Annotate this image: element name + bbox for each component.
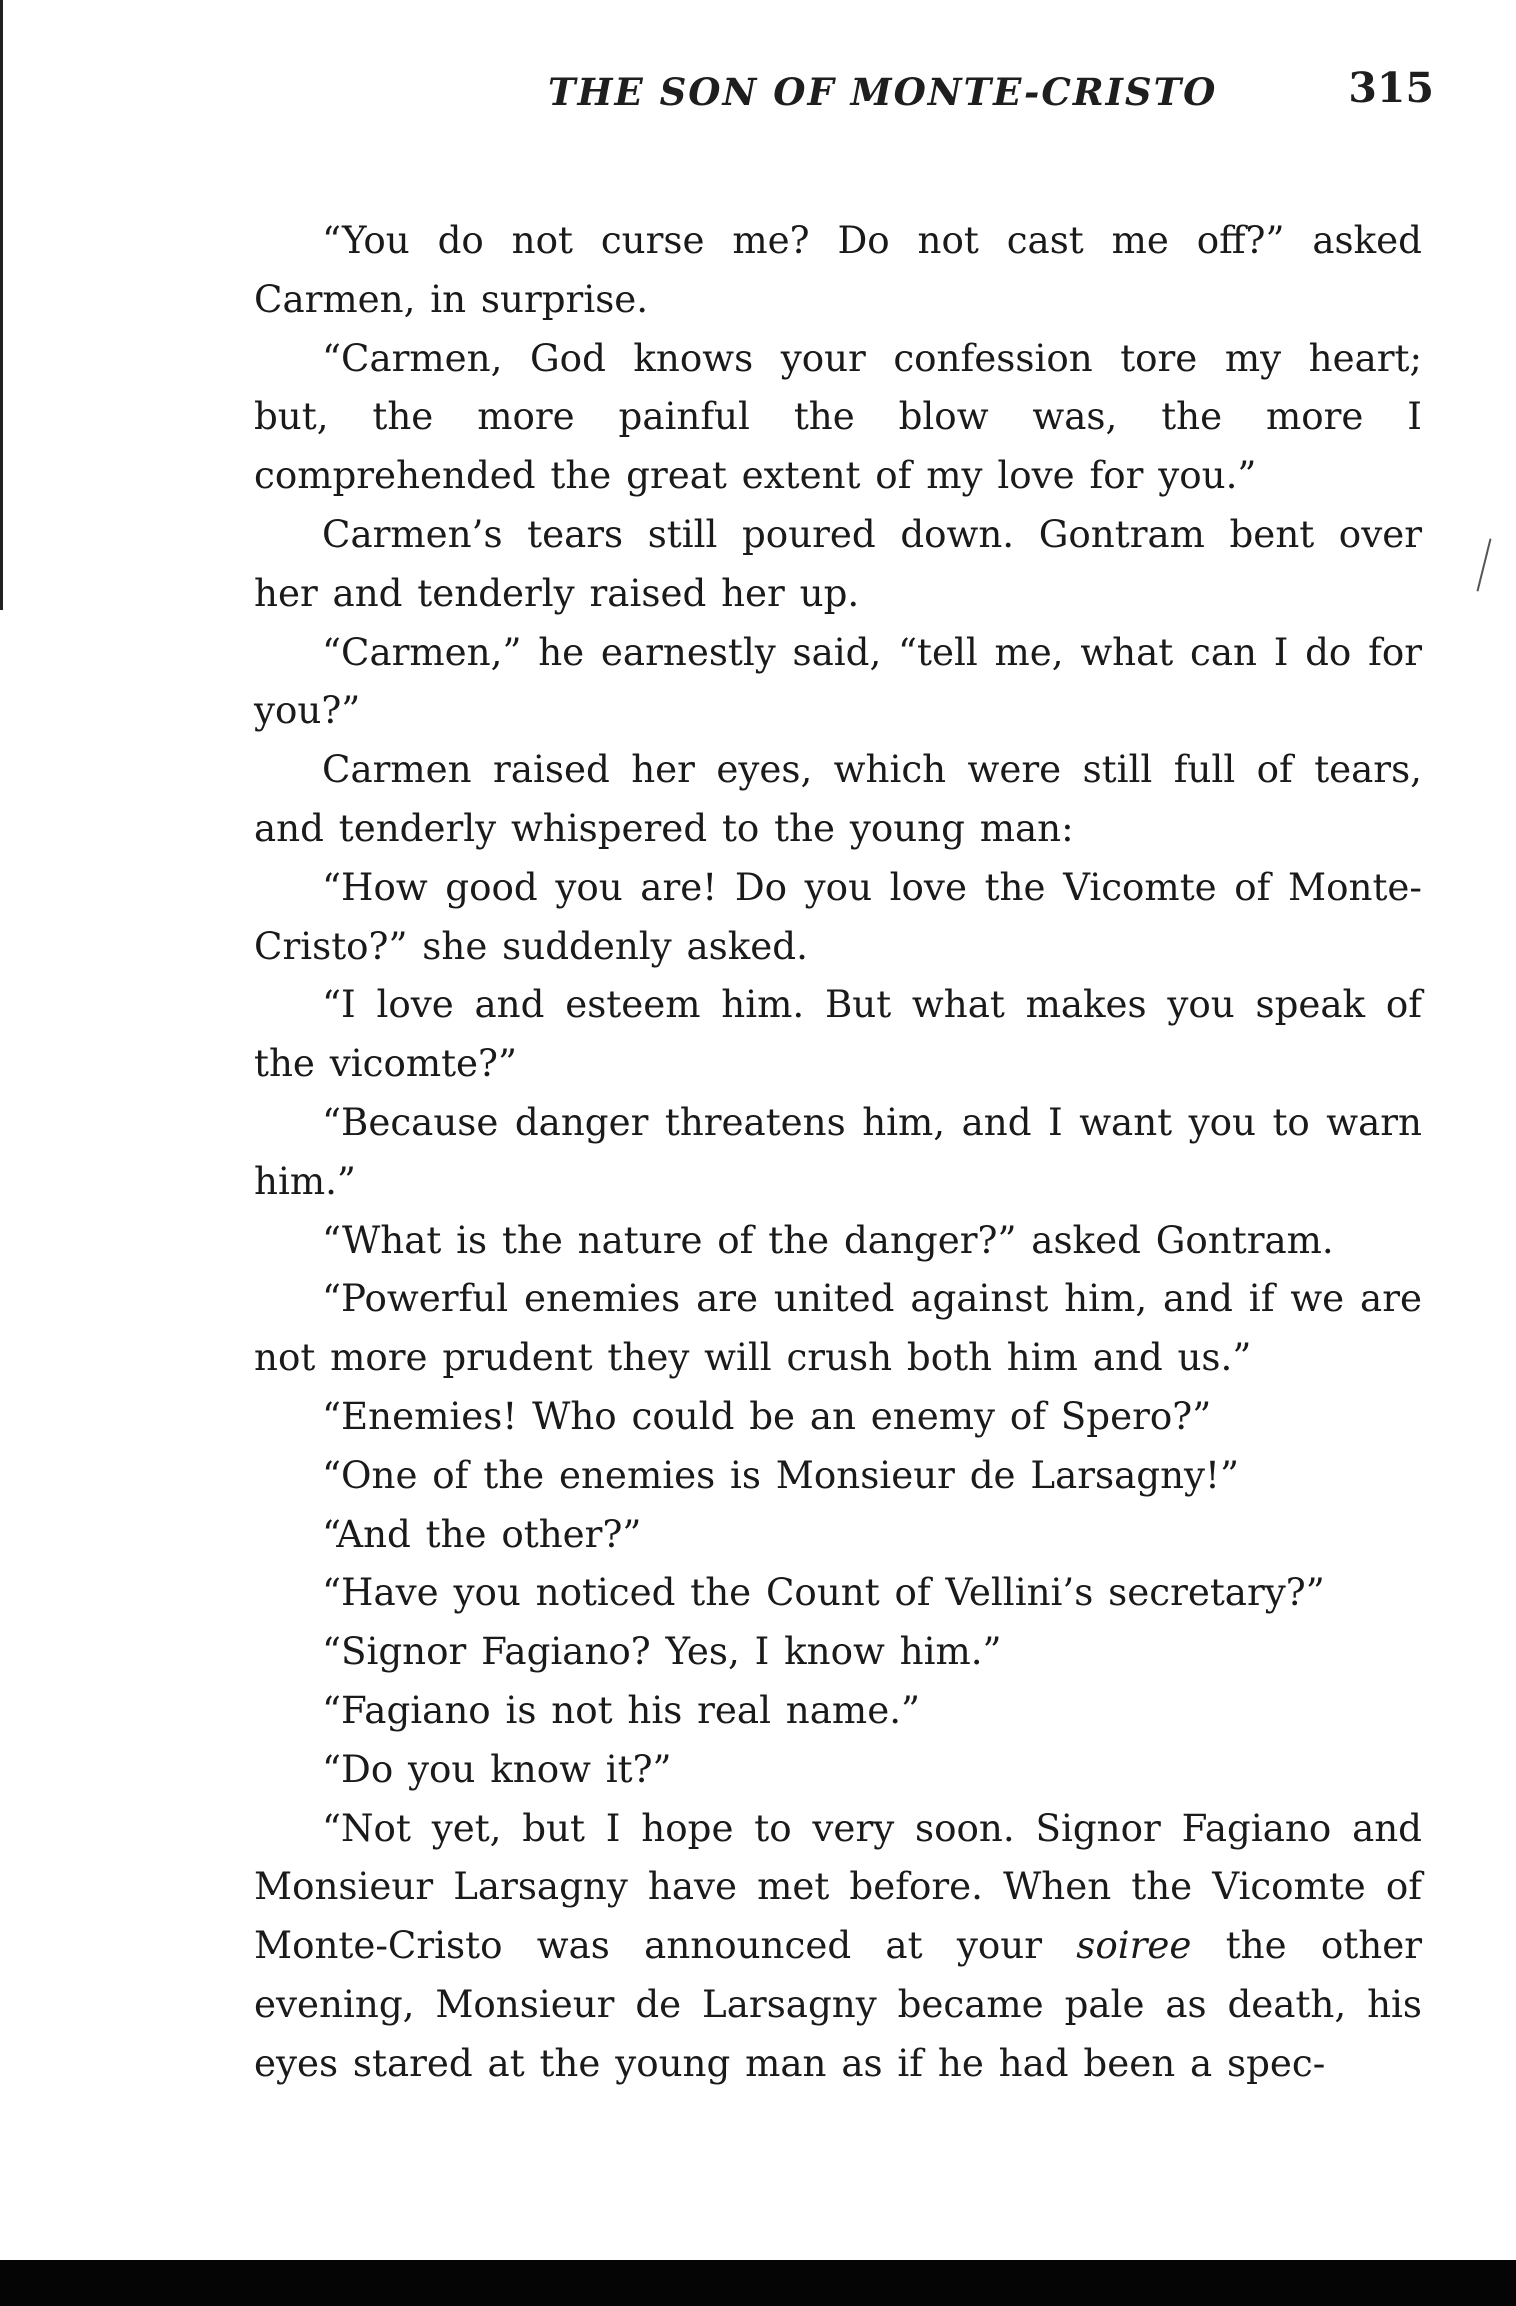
- paragraph: “Have you noticed the Count of Vellini’s secretary?”: [322, 1570, 1325, 1615]
- paragraph: “Do you know it?”: [322, 1746, 672, 1791]
- running-header: [254, 62, 1434, 122]
- scan-bottom-border: [0, 2260, 1516, 2306]
- last-paragraph: [254, 1799, 1422, 2093]
- paragraph: Carmen’s tears still poured down. Gontram bent over her and tenderly raised her up.: [254, 511, 1422, 615]
- paragraph: “Powerful enemies are united against him, and if we are not more prudent they will crush both him and us.”: [254, 1276, 1422, 1380]
- last-paragraph-text-end: the other evening, Monsieur de Larsagny became pale as death, his eyes stared at the young man as if he had been a spec-: [254, 1923, 1422, 2085]
- book-page: [254, 62, 1434, 2093]
- paragraph: “One of the enemies is Monsieur de Larsagny!”: [322, 1452, 1240, 1497]
- paragraph: Carmen raised her eyes, which were still full of tears, and tenderly whispered to the young man:: [254, 747, 1422, 850]
- paragraph: “I love and esteem him. But what makes you speak of the vicomte?”: [254, 982, 1422, 1086]
- running-title: THE SON OF MONTE-CRISTO: [548, 70, 1218, 114]
- paragraph: “Carmen, God knows your confession tore my heart; but, the more painful the blow was, the more I comprehended the great extent of my love for you.”: [254, 335, 1422, 498]
- margin-pencil-mark: [1476, 539, 1491, 592]
- paragraph: “You do not curse me? Do not cast me off?” asked Carmen, in surprise.: [254, 218, 1422, 321]
- italic-word: soiree: [1076, 1923, 1192, 1968]
- paragraph: “What is the nature of the danger?” asked Gontram.: [322, 1217, 1334, 1262]
- page-number: 315: [1348, 64, 1434, 112]
- paragraph: “Signor Fagiano? Yes, I know him.”: [322, 1629, 1002, 1674]
- page-body: [254, 211, 1422, 2093]
- paragraph: “And the other?”: [322, 1511, 642, 1556]
- paragraph: “Carmen,” he earnestly said, “tell me, what can I do for you?”: [254, 629, 1422, 733]
- last-paragraph-text-start: “Not yet, but I hope to very soon. Signor Fagiano and Monsieur Larsagny have met before. When the Vicomte of Monte-Cristo was announced at your: [254, 1805, 1422, 1968]
- paragraph: “Fagiano is not his real name.”: [322, 1687, 921, 1732]
- paragraph: “How good you are! Do you love the Vicomte of Monte-Cristo?” she suddenly asked.: [254, 864, 1422, 968]
- paragraph: “Because danger threatens him, and I want you to warn him.”: [254, 1099, 1422, 1203]
- paragraph: “Enemies! Who could be an enemy of Spero?”: [322, 1393, 1212, 1438]
- page-edge-shadow: [0, 0, 3, 610]
